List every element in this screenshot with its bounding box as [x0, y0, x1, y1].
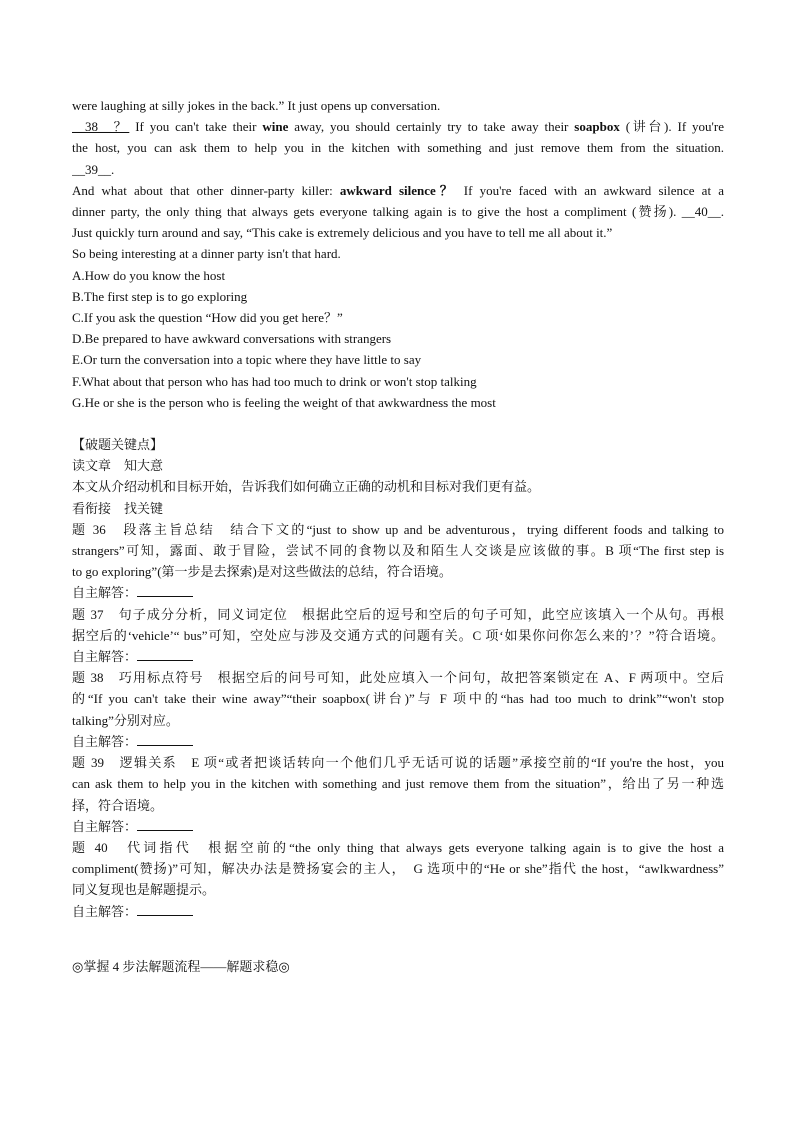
analysis-section — [72, 434, 724, 922]
self-answer-line: 自主解答： — [72, 646, 724, 667]
passage-line: So being interesting at a dinner party isn't that hard. — [72, 246, 341, 262]
analysis-line: 题 40 代词指代 根据空前的“the only thing that always gets everyone talking again is to give the host a — [72, 839, 724, 855]
section-heading: 【破题关键点】 — [72, 437, 164, 453]
passage-line: Just quickly turn around and say, “This cake is extremely delicious and you have to tell me all about it.” — [72, 225, 613, 241]
analysis-line: 的“If you can't take their wine away”“their soapbox(讲台)”与 F 项中的“has had too much to drink”“won't stop — [72, 691, 724, 707]
analysis-line: 题 38 巧用标点符号 根据空后的问号可知，此处应填入一个问句，故把答案锁定在 A、F 两项中。空后 — [72, 670, 724, 686]
option-item: A.How do you know the host — [72, 267, 226, 283]
blank-38: __38__？ — [72, 119, 130, 135]
analysis-line: 据空后的‘vehicle’“ bus”可知，空处应与涉及交通方式的问题有关。C 项‘如果你问你怎么来的’？”符合语境。 — [72, 627, 724, 643]
passage-line: were laughing at silly jokes in the back.” It just opens up conversation. — [72, 98, 441, 113]
answer-blank[interactable] — [137, 818, 193, 831]
analysis-line: 同义复现也是解题提示。 — [72, 882, 216, 898]
analysis-line: strangers”可知，露面、敢于冒险，尝试不同的食物以及和陌生人交谈是应该做的事。B 项“The first step is — [72, 543, 724, 559]
analysis-line: to go exploring”(第一步是去探索)是对这些做法的总结，符合语境。 — [72, 564, 452, 580]
bold-term: soapbox — [574, 119, 620, 135]
bold-term: wine — [262, 119, 289, 135]
analysis-line: 题 39 逻辑关系 E 项“或者把谈话转向一个他们几乎无话可说的话题”承接空前的“If you're the host，you — [72, 755, 724, 771]
document-page — [72, 95, 724, 977]
passage-line: __38__？ If you can't take their wine away, you should certainly try to take away their soapbox (讲台). If you're — [72, 119, 724, 135]
blank-39: __39__. — [72, 161, 115, 177]
passage-line: the host, you can ask them to help you in the kitchen with something and just remove them from the situation. — [72, 140, 724, 156]
analysis-line: 题 36 段落主旨总结 结合下文的“just to show up and be adventurous，trying different foods and talking to — [72, 521, 724, 537]
subheading: 读文章 知大意 — [72, 458, 164, 474]
spacer — [72, 922, 724, 956]
option-item: F.What about that person who has had too much to drink or won't stop talking — [72, 373, 477, 389]
answer-blank[interactable] — [137, 903, 193, 916]
spacer — [72, 413, 724, 434]
analysis-line: 题 37 句子成分分析，同义词定位 根据此空后的逗号和空后的句子可知，此空应该填入一个从句。再根 — [72, 606, 724, 622]
bold-term: awkward silence？ — [339, 182, 457, 198]
subheading: 看衔接 找关键 — [72, 500, 164, 516]
passage-line: dinner party, the only thing that always gets everyone talking again is to give the host a compliment (赞扬). __40__. — [72, 204, 724, 220]
self-answer-line: 自主解答： — [72, 582, 724, 603]
footer-heading: ◎掌握 4 步法解题流程——解题求稳◎ — [72, 958, 290, 974]
analysis-line: can ask them to help you in the kitchen with something and just remove them from the situation”，给出了另一种选 — [72, 776, 724, 792]
option-item: G.He or she is the person who is feeling the weight of that awkwardness the most — [72, 394, 496, 410]
option-item: C.If you ask the question “How did you get here？” — [72, 310, 343, 326]
self-answer-line: 自主解答： — [72, 816, 724, 837]
passage — [72, 95, 724, 265]
analysis-line: talking”分别对应。 — [72, 712, 179, 728]
option-item: D.Be prepared to have awkward conversations with strangers — [72, 331, 392, 347]
analysis-line: compliment(赞扬)”可知，解决办法是赞扬宴会的主人， G 选项中的“He or she”指代 the host，“awlkwardness” — [72, 861, 724, 877]
analysis-line: 本文从介绍动机和目标开始，告诉我们如何确立正确的动机和目标对我们更有益。 — [72, 479, 541, 495]
answer-blank[interactable] — [137, 648, 193, 661]
passage-line: And what about that other dinner-party killer: awkward silence？ If you're faced with an awkward silence at a — [72, 182, 724, 198]
self-answer-line: 自主解答： — [72, 901, 724, 922]
answer-blank[interactable] — [137, 584, 193, 597]
analysis-line: 择，符合语境。 — [72, 797, 164, 813]
option-item: B.The first step is to go exploring — [72, 288, 248, 304]
answer-blank[interactable] — [137, 733, 193, 746]
self-answer-line: 自主解答： — [72, 731, 724, 752]
options-list — [72, 265, 724, 413]
option-item: E.Or turn the conversation into a topic where they have little to say — [72, 352, 422, 368]
